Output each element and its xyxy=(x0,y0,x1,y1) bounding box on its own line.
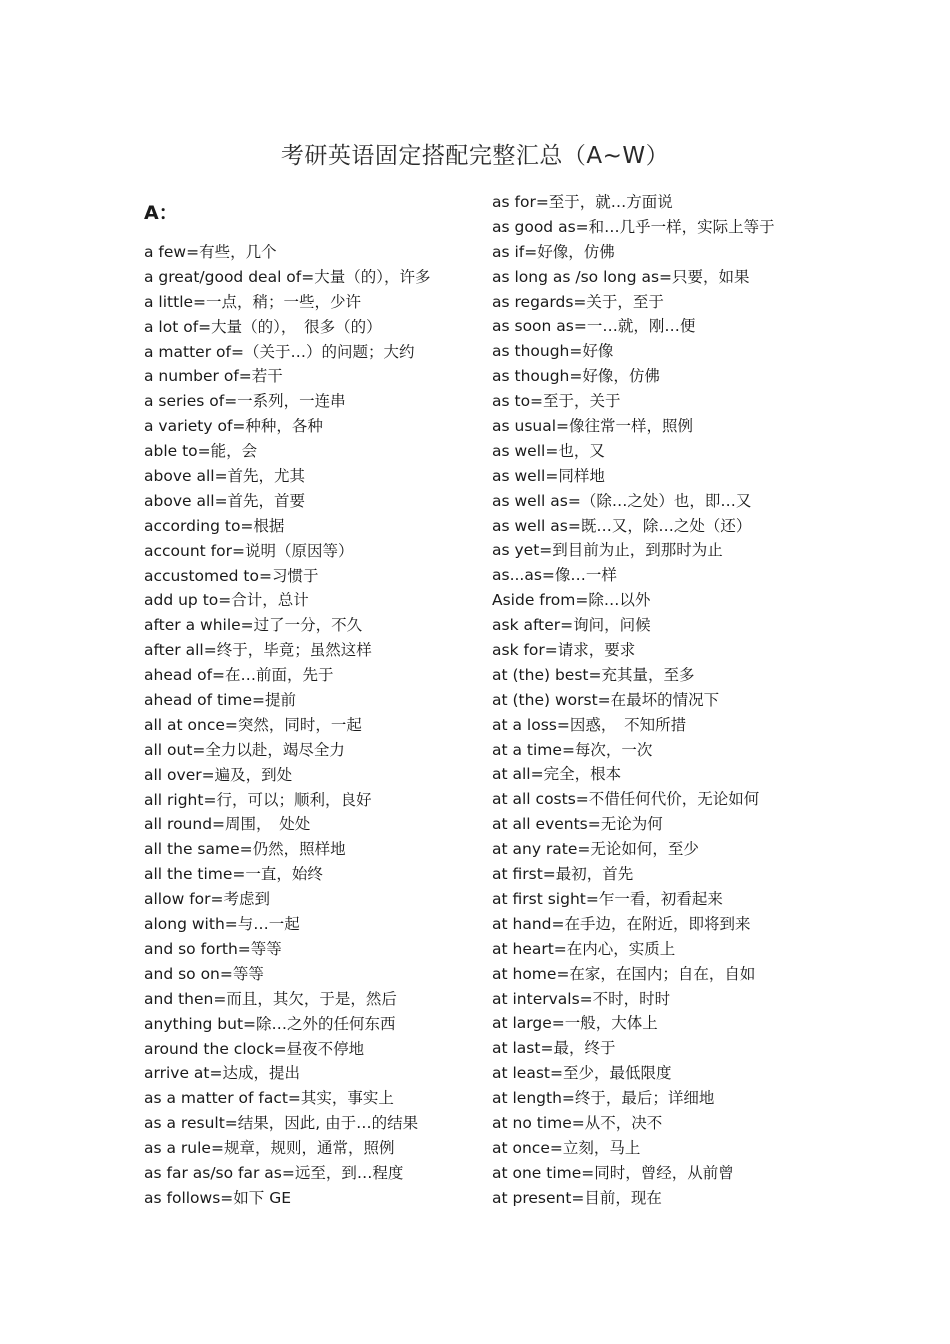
phrase-entry: all the time=一直，始终 xyxy=(144,865,323,884)
phrase-entry: as though=好像 xyxy=(492,342,614,361)
phrase-entry: as well as=（除…之处）也，即…又 xyxy=(492,491,752,510)
phrase-entry: a few=有些，几个 xyxy=(144,243,277,261)
phrase-entry: arrive at=达成，提出 xyxy=(144,1064,300,1083)
phrase-entry: at first sight=乍一看，初看起来 xyxy=(492,889,723,908)
phrase-entry: as well=同样地 xyxy=(492,466,605,485)
phrase-entry: at a loss=因惑， 不知所措 xyxy=(492,715,687,734)
phrase-entry: all round=周围， 处处 xyxy=(144,815,311,834)
section-heading: A： xyxy=(144,202,178,224)
phrase-entry: account for=说明（原因等） xyxy=(144,541,354,560)
phrase-entry: as if=好像，仿佛 xyxy=(492,242,615,261)
phrase-entry: and so on=等等 xyxy=(144,964,264,983)
phrase-entry: at no time=从不，决不 xyxy=(492,1113,663,1132)
phrase-entry: around the clock=昼夜不停地 xyxy=(144,1039,365,1058)
phrase-entry: at a time=每次，一次 xyxy=(492,740,653,759)
phrase-entry: ahead of=在…前面，先于 xyxy=(144,666,334,685)
phrase-entry: as soon as=一…就，刚…便 xyxy=(492,317,696,336)
phrase-entry: as though=好像，仿佛 xyxy=(492,367,660,386)
phrase-entry: at present=目前，现在 xyxy=(492,1188,662,1207)
phrase-entry: as yet=到目前为止，到那时为止 xyxy=(492,541,723,560)
phrase-entry: after a while=过了一分，不久 xyxy=(144,616,363,635)
right-column xyxy=(492,190,912,1211)
phrase-entry: at all costs=不借任何代价，无论如何 xyxy=(492,790,760,809)
phrase-entry: above all=首先，首要 xyxy=(144,491,306,510)
phrase-entry: along with=与…一起 xyxy=(144,915,300,934)
phrase-entry: a little=一点，稍；一些，少许 xyxy=(144,292,362,311)
phrase-entry: a variety of=种种，各种 xyxy=(144,417,323,436)
left-column xyxy=(144,240,474,1211)
phrase-entry: all over=遍及，到处 xyxy=(144,765,293,784)
phrase-entry: at once=立刻，马上 xyxy=(492,1138,641,1157)
phrase-entry: at one time=同时，曾经，从前曾 xyxy=(492,1163,734,1182)
phrase-entry: as long as /so long as=只要，如果 xyxy=(492,267,750,286)
phrase-entry: ask after=询问，问候 xyxy=(492,616,651,635)
phrase-entry: as to=至于，关于 xyxy=(492,392,621,411)
phrase-entry: accustomed to=习惯于 xyxy=(144,566,319,585)
phrase-entry: at length=终于，最后；详细地 xyxy=(492,1089,715,1108)
phrase-entry: after all=终于，毕竟；虽然这样 xyxy=(144,641,372,660)
phrase-entry: at (the) best=充其量，至多 xyxy=(492,665,695,684)
phrase-entry: a great/good deal of=大量（的），许多 xyxy=(144,267,431,286)
phrase-entry: as usual=像往常一样，照例 xyxy=(492,417,694,436)
phrase-entry: as a matter of fact=其实，事实上 xyxy=(144,1089,394,1108)
phrase-entry: add up to=合计，总计 xyxy=(144,591,309,610)
phrase-entry: at hand=在手边，在附近，即将到来 xyxy=(492,914,751,933)
phrase-entry: anything but=除…之外的任何东西 xyxy=(144,1014,396,1033)
phrase-entry: all right=行，可以；顺利，良好 xyxy=(144,790,372,809)
phrase-entry: as well=也，又 xyxy=(492,441,605,460)
phrase-entry: all out=全力以赴，竭尽全力 xyxy=(144,740,345,759)
phrase-entry: as far as/so far as=远至，到…程度 xyxy=(144,1163,404,1182)
phrase-entry: Aside from=除…以外 xyxy=(492,591,651,610)
phrase-entry: at home=在家，在国内；自在，自如 xyxy=(492,964,756,983)
phrase-entry: ahead of time=提前 xyxy=(144,691,296,710)
phrase-entry: at (the) worst=在最坏的情况下 xyxy=(492,690,720,709)
phrase-entry: all at once=突然，同时，一起 xyxy=(144,715,362,734)
phrase-entry: a matter of=（关于…）的问题；大约 xyxy=(144,342,415,361)
phrase-entry: and then=而且，其欠，于是，然后 xyxy=(144,989,397,1008)
phrase-entry: as for=至于，就…方面说 xyxy=(492,193,673,211)
phrase-entry: as well as=既…又，除…之处（还） xyxy=(492,516,752,535)
phrase-entry: as follows=如下 GE xyxy=(144,1188,292,1207)
phrase-entry: a series of=一系列，一连串 xyxy=(144,392,346,411)
phrase-entry: ask for=请求，要求 xyxy=(492,641,636,660)
phrase-entry: at all=完全，根本 xyxy=(492,765,622,784)
phrase-entry: at last=最，终于 xyxy=(492,1039,616,1058)
phrase-entry: as...as=像…一样 xyxy=(492,566,617,585)
phrase-entry: all the same=仍然，照样地 xyxy=(144,840,346,859)
page-title: 考研英语固定搭配完整汇总（A~W） xyxy=(280,143,670,169)
phrase-entry: as a result=结果，因此, 由于…的结果 xyxy=(144,1114,419,1133)
phrase-entry: as regards=关于，至于 xyxy=(492,292,664,311)
phrase-entry: at any rate=无论如何，至少 xyxy=(492,840,699,859)
phrase-entry: at intervals=不时，时时 xyxy=(492,989,671,1008)
phrase-entry: allow for=考虑到 xyxy=(144,890,270,909)
phrase-entry: above all=首先，尤其 xyxy=(144,467,306,486)
phrase-entry: as a rule=规章，规则，通常，照例 xyxy=(144,1139,395,1158)
phrase-entry: able to=能，会 xyxy=(144,442,258,461)
phrase-entry: at first=最初，首先 xyxy=(492,865,634,884)
phrase-entry: a number of=若干 xyxy=(144,367,283,386)
phrase-entry: according to=根据 xyxy=(144,516,285,535)
phrase-entry: a lot of=大量（的）， 很多（的） xyxy=(144,317,382,336)
phrase-entry: at all events=无论为何 xyxy=(492,815,663,834)
phrase-entry: at least=至少，最低限度 xyxy=(492,1064,672,1083)
phrase-entry: at heart=在内心，实质上 xyxy=(492,939,676,958)
phrase-entry: as good as=和…几乎一样，实际上等于 xyxy=(492,217,775,236)
phrase-entry: at large=一般，大体上 xyxy=(492,1014,658,1033)
phrase-entry: and so forth=等等 xyxy=(144,939,282,958)
